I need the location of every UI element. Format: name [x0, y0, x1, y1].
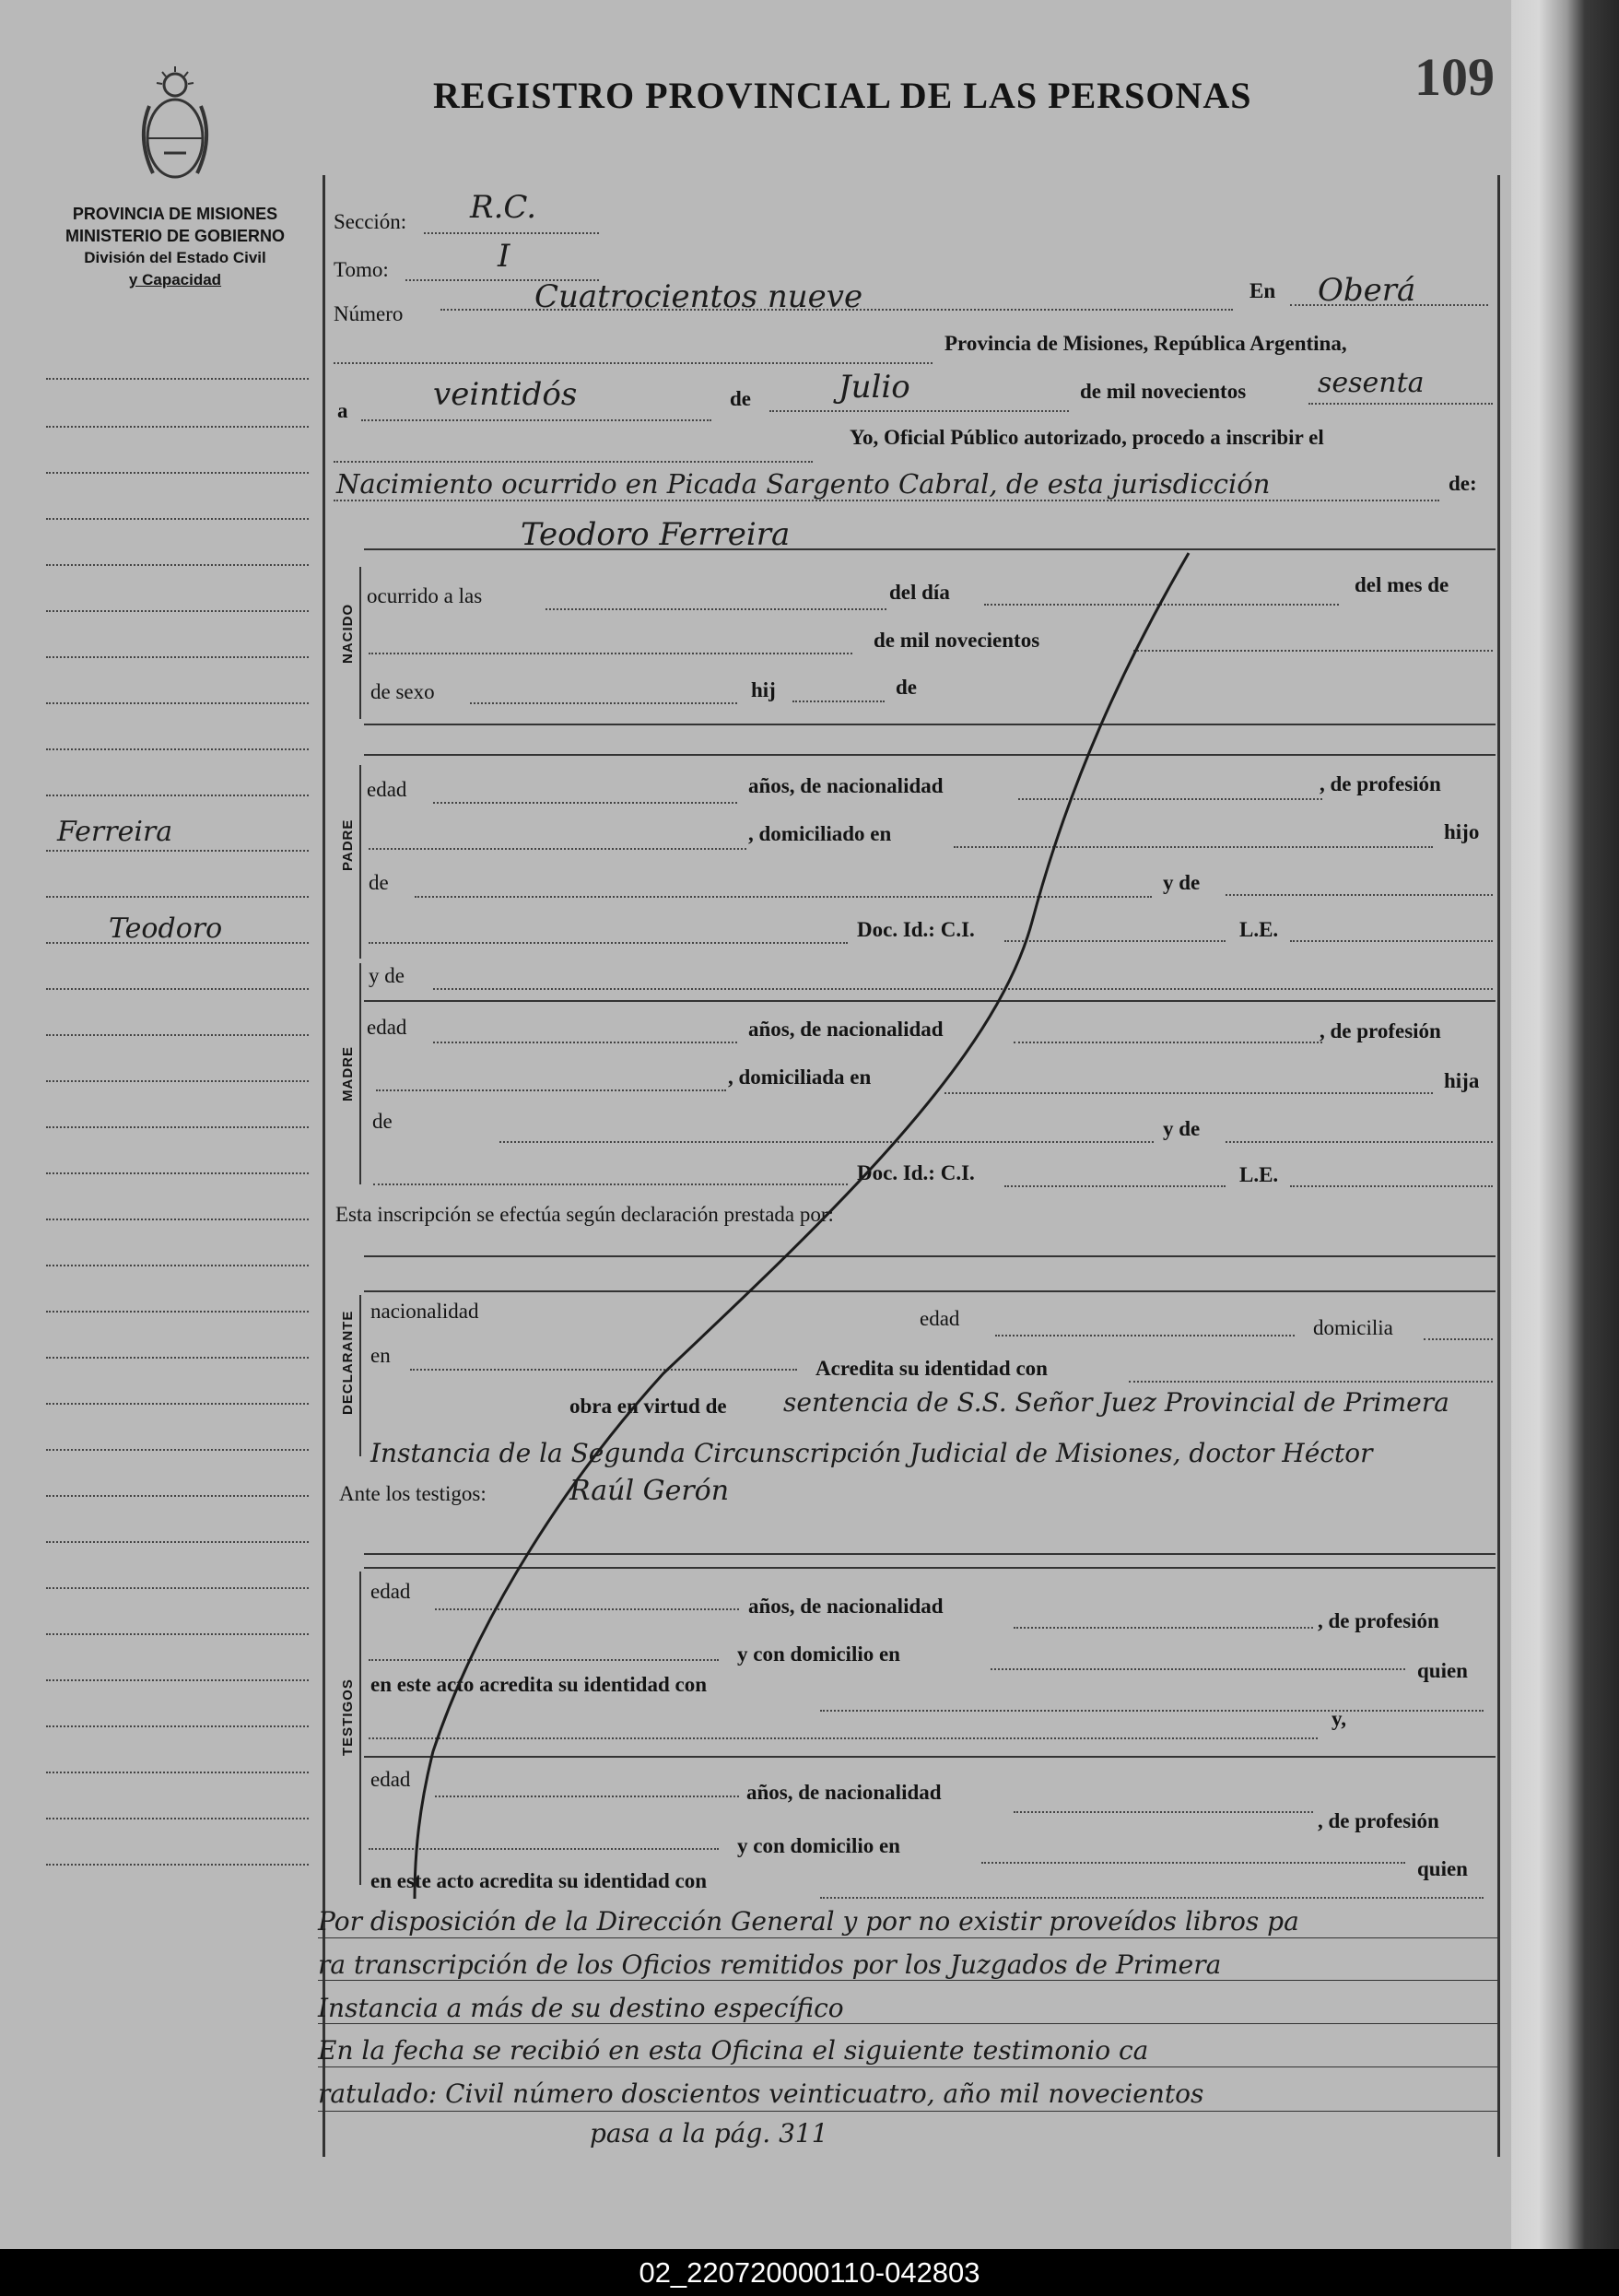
declarante-edad: edad: [920, 1307, 960, 1330]
padre-domiciliado: , domiciliado en: [748, 822, 892, 845]
page-number: 109: [1414, 47, 1495, 107]
testigos-side-label: TESTIGOS: [340, 1678, 356, 1756]
padre-y-de: y de: [1163, 871, 1201, 894]
mes-value: Julio: [839, 369, 910, 406]
testigo2-quien: quien: [1417, 1857, 1468, 1880]
note-line-1: Por disposición de la Dirección General y por no existir proveídos libros pa: [318, 1906, 1299, 1937]
padre-anios-nac: años, de nacionalidad: [748, 774, 944, 797]
testigo1-anios-nac: años, de nacionalidad: [748, 1595, 944, 1618]
declarante-obra-hand-2: Instancia de la Segunda Circunscripción Judicial de Misiones, doctor Héctor: [370, 1438, 1373, 1468]
office-capacity: y Capacidad: [128, 271, 222, 288]
nacido-hij: hij: [751, 678, 776, 701]
testigo1-domicilio: y con domicilio en: [737, 1643, 900, 1666]
declarante-acredita: Acredita su identidad con: [815, 1357, 1048, 1380]
note-line-5: ratulado: Civil número doscientos veinticuatro, año mil novecientos: [318, 2078, 1204, 2109]
provincia-text: Provincia de Misiones, República Argentina,: [944, 332, 1347, 355]
numero-value: Cuatrocientos nueve: [534, 278, 863, 315]
testigo1-profesion: , de profesión: [1318, 1609, 1439, 1632]
testigo2-anios-nac: años, de nacionalidad: [746, 1781, 942, 1804]
office-ministry: MINISTERIO DE GOBIERNO: [65, 227, 286, 245]
de-label: de: [730, 387, 751, 410]
padre-le: L.E.: [1239, 918, 1279, 941]
padre-de: de: [369, 871, 389, 894]
madre-le: L.E.: [1239, 1163, 1279, 1186]
image-id-footer: 02_220720000110-042803: [0, 2249, 1619, 2296]
nombre-value: Teodoro Ferreira: [521, 516, 791, 553]
madre-edad: edad: [367, 1016, 407, 1039]
en-value: Oberá: [1318, 272, 1416, 309]
madre-y-de: y de: [1163, 1117, 1201, 1140]
padre-edad: edad: [367, 778, 407, 801]
madre-de: de: [372, 1110, 393, 1133]
testigo1-edad: edad: [370, 1580, 411, 1603]
note-line-4: En la fecha se recibió en esta Oficina el siguiente testimonio ca: [318, 2035, 1149, 2066]
office-division: División del Estado Civil: [84, 249, 266, 266]
tomo-value: I: [498, 238, 510, 275]
nacido-mil-nov: de mil novecientos: [874, 629, 1040, 652]
testigo2-profesion: , de profesión: [1318, 1809, 1439, 1832]
note-line-3: Instancia a más de su destino específico: [318, 1993, 844, 2023]
margin-given-name: Teodoro: [109, 913, 223, 945]
tomo-label: Tomo:: [334, 258, 389, 281]
note-line-6: pasa a la pág. 311: [590, 2118, 828, 2149]
declarante-domicilia: domicilia: [1313, 1316, 1393, 1339]
testigo2-domicilio: y con domicilio en: [737, 1834, 900, 1857]
nacido-side-label: NACIDO: [340, 603, 356, 664]
register-title: REGISTRO PROVINCIAL DE LAS PERSONAS: [433, 75, 1252, 116]
en-label: En: [1249, 279, 1276, 302]
nacido-de: de: [896, 676, 917, 699]
note-line-2: ra transcripción de los Oficios remitidos por los Juzgados de Primera: [318, 1949, 1222, 1980]
padre-hijo: hijo: [1444, 820, 1480, 843]
declarante-side-label: DECLARANTE: [340, 1310, 356, 1415]
padre-doc-id: Doc. Id.: C.I.: [857, 918, 975, 941]
nacido-ocurrido: ocurrido a las: [367, 584, 483, 607]
inscripcion-value: Nacimiento ocurrido en Picada Sargento Cabral, de esta jurisdicción: [336, 468, 1271, 500]
madre-y-de-top: y de: [369, 964, 405, 987]
declarante-obra-prefix: obra en virtud de: [569, 1395, 727, 1418]
madre-profesion: , de profesión: [1320, 1019, 1441, 1042]
anio-value: sesenta: [1318, 367, 1425, 399]
declarante-obra-hand-1: sentencia de S.S. Señor Juez Provincial de Primera: [783, 1387, 1449, 1418]
madre-domiciliada: , domiciliada en: [728, 1066, 872, 1089]
margin-surname: Ferreira: [57, 816, 173, 848]
nacido-sexo: de sexo: [370, 680, 435, 703]
office-province: PROVINCIA DE MISIONES: [72, 205, 278, 223]
testigo1-y: y,: [1332, 1707, 1346, 1730]
declarante-nacionalidad: nacionalidad: [370, 1300, 479, 1323]
testigos-ante-hand: Raúl Gerón: [569, 1475, 730, 1507]
numero-label: Número: [334, 302, 404, 325]
nacido-del-dia: del día: [889, 581, 950, 604]
testigo1-quien: quien: [1417, 1659, 1468, 1682]
de-colon-label: de:: [1449, 472, 1477, 495]
madre-side-label: MADRE: [340, 1046, 356, 1101]
padre-profesion: , de profesión: [1320, 772, 1441, 795]
dia-value: veintidós: [433, 376, 578, 413]
testigo2-acredita: en este acto acredita su identidad con: [370, 1869, 708, 1892]
madre-hija: hija: [1444, 1069, 1480, 1092]
madre-doc-id: Doc. Id.: C.I.: [857, 1161, 975, 1184]
nacido-del-mes: del mes de: [1355, 573, 1449, 596]
testigos-ante: Ante los testigos:: [339, 1482, 487, 1505]
testigo1-acredita: en este acto acredita su identidad con: [370, 1673, 708, 1696]
oficial-text: Yo, Oficial Público autorizado, procedo a inscribir el: [850, 426, 1324, 449]
testigo2-edad: edad: [370, 1768, 411, 1791]
a-label: a: [337, 399, 348, 422]
seccion-value: R.C.: [470, 189, 537, 226]
padre-side-label: PADRE: [340, 818, 356, 871]
declarante-intro: Esta inscripción se efectúa según declaración prestada por:: [335, 1203, 834, 1226]
seccion-label: Sección:: [334, 210, 407, 233]
declarante-en: en: [370, 1344, 391, 1367]
anio-label: de mil novecientos: [1080, 380, 1247, 403]
madre-anios-nac: años, de nacionalidad: [748, 1018, 944, 1041]
